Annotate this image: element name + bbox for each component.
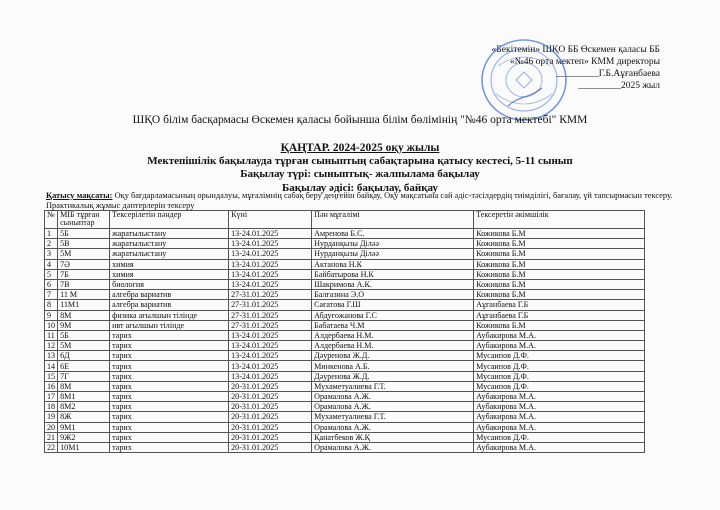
cell-inspector: Кожикова Б.М [474,269,645,279]
header-teacher: Пән мұғалімі [312,211,474,229]
cell-subject: тарих [110,422,229,432]
cell-subject: тарих [110,351,229,361]
cell-subject: тарих [110,330,229,340]
cell-class: 8Ж [58,412,110,422]
cell-date: 13-24.01.2025 [229,249,312,259]
approval-line-1: «Бекітемін» ШҚО ББ Өскемен қаласы ББ [491,45,660,55]
cell-subject: жаратылыстану [110,239,229,249]
cell-date: 27-31.01.2025 [229,320,312,330]
cell-class: 10М1 [58,442,110,452]
cell-teacher: Орамалова А.Ж. [312,422,474,432]
cell-class: 9М [58,320,110,330]
cell-date: 13-24.01.2025 [229,371,312,381]
cell-subject: тарих [110,412,229,422]
cell-number: 3 [45,249,58,259]
cell-subject: химия [110,269,229,279]
cell-inspector: Мусаипов Д.Ф. [474,371,645,381]
cell-number: 2 [45,239,58,249]
cell-inspector: Кожикова Б.М [474,249,645,259]
cell-number: 20 [45,422,58,432]
cell-subject: химия [110,259,229,269]
cell-teacher: Шакримова А.К. [312,279,474,289]
cell-teacher: Нурданқызы Діләә [312,249,474,259]
cell-subject: тарих [110,402,229,412]
cell-date: 13-24.01.2025 [229,330,312,340]
approval-line-4: _________2025 жыл [578,81,660,91]
table-row [45,412,645,422]
goal-paragraph [46,191,686,212]
cell-class: 8М [58,381,110,391]
cell-date: 20-31.01.2025 [229,402,312,412]
cell-date: 20-31.01.2025 [229,432,312,442]
cell-inspector: Кожикова Б.М [474,239,645,249]
table-row [45,320,645,330]
cell-number: 1 [45,229,58,239]
cell-subject: физика ағылшын тілінде [110,310,229,320]
cell-subject: тарих [110,361,229,371]
cell-teacher: Амренова Б.С. [312,229,474,239]
header-date: Күні [229,211,312,229]
cell-inspector: Аұғанбаева Г.Б [474,300,645,310]
table-row [45,229,645,239]
table-row [45,279,645,289]
cell-date: 13-24.01.2025 [229,351,312,361]
cell-inspector: Аубакирова М.А. [474,392,645,402]
cell-number: 6 [45,279,58,289]
table-row [45,361,645,371]
cell-number: 21 [45,432,58,442]
cell-inspector: Мусаипов Д.Ф. [474,432,645,442]
header-inspector: Тексеретін әкімшілік [474,211,645,229]
cell-teacher: Қанатбеков Ж.Қ [312,432,474,442]
cell-class: 9Ж2 [58,432,110,442]
cell-date: 27-31.01.2025 [229,300,312,310]
schedule-subtitle: Мектепішілік бақылауда тұрған сыныптың сабақтарына қатысу кестесі, 5-11 сынып [147,155,573,167]
cell-teacher: Минкенова А.Б. [312,361,474,371]
cell-subject: тарих [110,392,229,402]
cell-number: 18 [45,402,58,412]
cell-date: 13-24.01.2025 [229,259,312,269]
table-row [45,402,645,412]
cell-inspector: Аубакирова М.А. [474,442,645,452]
cell-teacher: Сағатова Г.Ш [312,300,474,310]
cell-inspector: Кожикова Б.М [474,290,645,300]
cell-date: 20-31.01.2025 [229,412,312,422]
table-row [45,392,645,402]
cell-number: 14 [45,361,58,371]
cell-teacher: Нурданқызы Діләә [312,239,474,249]
cell-teacher: Балғазина Э.О [312,290,474,300]
cell-teacher: Алдербаева Н.М. [312,341,474,351]
table-row [45,432,645,442]
cell-number: 10 [45,320,58,330]
table-row [45,422,645,432]
cell-inspector: Кожикова Б.М [474,279,645,289]
cell-inspector: Аубакирова М.А. [474,330,645,340]
cell-class: 8М2 [58,402,110,412]
cell-teacher: Актанова Н.К [312,259,474,269]
schedule-table [44,210,645,453]
cell-subject: биология [110,279,229,289]
cell-teacher: Мухаметуалиева Г.Т. [312,381,474,391]
cell-date: 13-24.01.2025 [229,229,312,239]
approval-line-2: «№46 орта мектеп» КММ директоры [509,57,660,67]
cell-number: 8 [45,300,58,310]
table-row [45,300,645,310]
table-row [45,310,645,320]
cell-date: 20-31.01.2025 [229,442,312,452]
table-row [45,371,645,381]
cell-inspector: Кожикова Б.М [474,259,645,269]
cell-class: 5Б [58,229,110,239]
cell-class: 8М1 [58,392,110,402]
cell-teacher: Орамалова А.Ж. [312,402,474,412]
cell-inspector: Аубакирова М.А. [474,412,645,422]
cell-number: 9 [45,310,58,320]
table-row [45,442,645,452]
cell-inspector: Кожикова Б.М [474,229,645,239]
table-header-row [45,211,645,229]
cell-subject: жаратылыстану [110,229,229,239]
cell-teacher: Байбатырова Н.К [312,269,474,279]
table-row [45,290,645,300]
cell-teacher: Орамалова А.Ж. [312,392,474,402]
cell-number: 5 [45,269,58,279]
cell-teacher: Мухаметуалиева Г.Т. [312,412,474,422]
cell-number: 17 [45,392,58,402]
cell-number: 4 [45,259,58,269]
cell-subject: жаратылыстану [110,249,229,259]
cell-date: 13-24.01.2025 [229,239,312,249]
cell-subject: тарих [110,381,229,391]
cell-teacher: Орамалова А.Ж. [312,442,474,452]
cell-number: 13 [45,351,58,361]
cell-number: 11 [45,330,58,340]
table-row [45,269,645,279]
cell-date: 13-24.01.2025 [229,279,312,289]
cell-class: 5В [58,239,110,249]
cell-inspector: Мусаипов Д.Ф. [474,351,645,361]
cell-inspector: Аұғанбаева Г.Б [474,310,645,320]
cell-number: 12 [45,341,58,351]
goal-label: Қатысу мақсаты: [46,191,113,200]
cell-class: 11М1 [58,300,110,310]
cell-number: 7 [45,290,58,300]
cell-teacher: Дәуренова Ж.Д. [312,371,474,381]
organization-title: ШҚО білім басқармасы Өскемен қаласы бойынша білім бөлімінің "№46 орта мектебі" КММ [132,114,588,126]
cell-date: 27-31.01.2025 [229,290,312,300]
control-method: Бақылау әдісі: бақылау, байқау [282,182,438,194]
cell-subject: алгебра вариатив [110,300,229,310]
cell-date: 20-31.01.2025 [229,392,312,402]
cell-date: 20-31.01.2025 [229,381,312,391]
approval-line-3: _________Г.Б.Аұғанбаева [555,69,660,79]
cell-inspector: Мусаипов Д.Ф. [474,361,645,371]
cell-number: 15 [45,371,58,381]
cell-inspector: Аубакирова М.А. [474,341,645,351]
cell-teacher: Дәуренова Ж.Д. [312,351,474,361]
stamp-seal-icon [478,36,570,124]
cell-subject: тарих [110,442,229,452]
header-number: № [45,211,58,229]
table-row [45,341,645,351]
cell-teacher: Алдербаева Н.М. [312,330,474,340]
cell-class: 9М1 [58,422,110,432]
cell-inspector: Кожикова Б.М [474,320,645,330]
cell-class: 5М [58,249,110,259]
cell-class: 6Е [58,361,110,371]
cell-date: 13-24.01.2025 [229,341,312,351]
cell-class: 7Г [58,371,110,381]
cell-date: 20-31.01.2025 [229,422,312,432]
month-title: ҚАҢТАР. 2024-2025 оқу жылы [280,142,440,154]
table-row [45,259,645,269]
cell-subject: тарих [110,371,229,381]
cell-inspector: Мусаипов Д.Ф. [474,381,645,391]
cell-class: 7Ә [58,259,110,269]
cell-teacher: Бабатаева Ч.М [312,320,474,330]
table-row [45,249,645,259]
cell-class: 11 М [58,290,110,300]
table-row [45,330,645,340]
cell-number: 19 [45,412,58,422]
cell-subject: тарих [110,432,229,442]
control-type: Бақылау түрі: сыныптық- жалпылама бақылау [240,168,480,180]
cell-subject: тарих [110,341,229,351]
cell-number: 22 [45,442,58,452]
cell-date: 13-24.01.2025 [229,361,312,371]
cell-inspector: Аубакирова М.А. [474,402,645,412]
goal-text: Оқу бағдарламасының орындалуы, мұғалімнің сабақ беру деңгейін байқау, Оқу мақсатына сай әдіс-тәсілдердің тиімділігі, бағалау, үй тапсырмасын тексеру. Практикалық жұмыс дәптерлерін тексеру [46,191,673,211]
cell-class: 7Б [58,269,110,279]
cell-class: 7В [58,279,110,289]
cell-inspector: Аубакирова М.А. [474,422,645,432]
table-row [45,351,645,361]
cell-date: 13-24.01.2025 [229,269,312,279]
header-subject: Тексерілетін пәндер [110,211,229,229]
cell-subject: алгебра вариатив [110,290,229,300]
cell-class: 5М [58,341,110,351]
cell-number: 16 [45,381,58,391]
cell-class: 5Б [58,330,110,340]
cell-class: 6Д [58,351,110,361]
cell-class: 8М [58,310,110,320]
table-row [45,239,645,249]
cell-subject: ивт ағылшын тілінде [110,320,229,330]
header-class: МІБ тұрған сыныптар [58,211,110,229]
cell-date: 27-31.01.2025 [229,310,312,320]
cell-teacher: Абдуғожанова Г.С [312,310,474,320]
table-row [45,381,645,391]
